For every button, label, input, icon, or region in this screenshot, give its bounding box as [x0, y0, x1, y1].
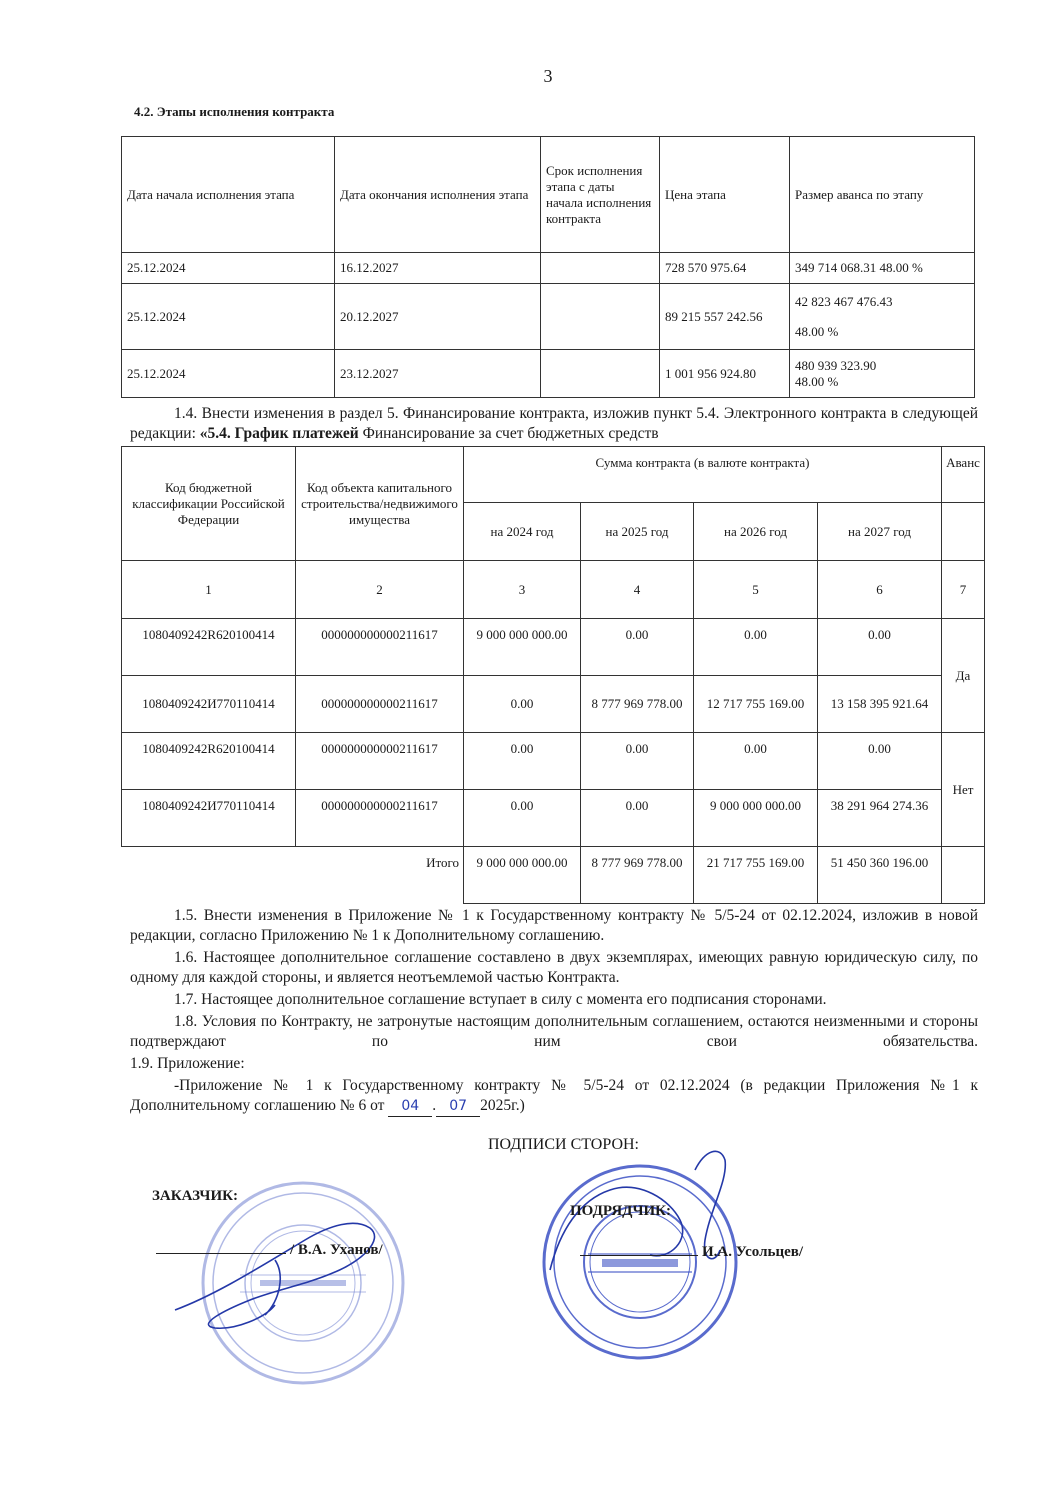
column-number: 6 [818, 561, 942, 619]
appendix-day-value: 04 [401, 1098, 420, 1114]
header-object-code: Код объекта капитального строительства/недвижимого имущества [296, 447, 464, 561]
header-advance: Аванс [942, 447, 985, 503]
section-title: 4.2. Этапы исполнения контракта [134, 104, 335, 119]
header-end-date: Дата окончания исполнения этапа [335, 137, 541, 253]
cell-price: 1 001 956 924.80 [660, 350, 790, 398]
customer-label: ЗАКАЗЧИК: [152, 1188, 238, 1204]
cell-object: 000000000000211617 [296, 619, 464, 676]
column-numbers-row [122, 561, 985, 619]
cell-term [541, 253, 660, 284]
header-year-2025: на 2025 год [581, 503, 694, 561]
header-advance: Размер аванса по этапу [790, 137, 975, 253]
table-row [122, 284, 975, 350]
cell-price: 89 215 557 242.56 [660, 284, 790, 350]
column-number: 4 [581, 561, 694, 619]
total-2026: 21 717 755 169.00 [694, 847, 818, 904]
header-advance-empty [942, 503, 985, 561]
cell-object: 000000000000211617 [296, 790, 464, 847]
table-row [122, 253, 975, 284]
advance-amount: 42 823 467 476.43 [795, 293, 893, 309]
total-advance-empty [942, 847, 985, 904]
cell-2026: 0.00 [694, 733, 818, 790]
cell-start: 25.12.2024 [122, 253, 335, 284]
cell-kbk: 1080409242И770110414 [122, 676, 296, 733]
contractor-signature-icon [520, 1140, 780, 1300]
paragraph-1-8: 1.8. Условия по Контракту, не затронутые настоящим дополнительным соглашением, остаются неизменными и стороны подтверждают по ним свои обязательства. [130, 1013, 978, 1050]
advance-percent: 48.00 % [795, 323, 839, 339]
cell-2025: 0.00 [581, 733, 694, 790]
column-number: 7 [942, 561, 985, 619]
appendix-line: -Приложение № 1 к Государственному контракту № 5/5-24 от 02.12.2024 (в редакции Приложения №1 к Дополнительному соглашению № 6 от 04 . 07 2025г.) [130, 1076, 978, 1117]
customer-signature-icon [155, 1200, 415, 1340]
cell-start: 25.12.2024 [122, 284, 335, 350]
column-number: 5 [694, 561, 818, 619]
advance-amount: 480 939 323.90 [795, 357, 877, 373]
paragraph-1-4 [130, 404, 978, 444]
total-2025: 8 777 969 778.00 [581, 847, 694, 904]
paragraph-1-9: 1.9. Приложение: [130, 1055, 245, 1072]
cell-2024: 0.00 [464, 790, 581, 847]
cell-2024: 9 000 000 000.00 [464, 619, 581, 676]
table-header-row [122, 137, 975, 253]
header-kbk: Код бюджетной классификации Российской Федерации [122, 447, 296, 561]
appendix-month [436, 1096, 480, 1117]
cell-object: 000000000000211617 [296, 733, 464, 790]
column-number: 3 [464, 561, 581, 619]
contractor-name: И.А. Усольцев/ [702, 1244, 804, 1260]
paragraph-1-4-bold: «5.4. График платежей [199, 425, 359, 442]
cell-term [541, 284, 660, 350]
header-year-2024: на 2024 год [464, 503, 581, 561]
header-contract-sum: Сумма контракта (в валюте контракта) [464, 447, 942, 503]
paragraph-1-4-tail: Финансирование за счет бюджетных средств [358, 425, 659, 442]
paragraph-1-6: 1.6. Настоящее дополнительное соглашение составлено в двух экземплярах, имеющих равную юридическую силу, по одному для каждой стороны, и является неотъемлемой частью Контракта. [130, 949, 978, 986]
header-year-2027: на 2027 год [818, 503, 942, 561]
total-2024: 9 000 000 000.00 [464, 847, 581, 904]
cell-term [541, 350, 660, 398]
cell-2026: 0.00 [694, 619, 818, 676]
cell-advance [790, 284, 975, 350]
cell-2024: 0.00 [464, 676, 581, 733]
page-number: 3 [543, 66, 553, 86]
cell-2025: 0.00 [581, 619, 694, 676]
cell-end: 20.12.2027 [335, 284, 541, 350]
cell-2025: 0.00 [581, 790, 694, 847]
contractor-signature-line [580, 1244, 803, 1261]
table-row [122, 790, 985, 847]
column-number: 2 [296, 561, 464, 619]
cell-end: 16.12.2027 [335, 253, 541, 284]
stages-table [121, 136, 975, 398]
header-term: Срок исполнения этапа с даты начала исполнения контракта [541, 137, 660, 253]
cell-2027: 0.00 [818, 733, 942, 790]
advance-percent: 48.00 % [795, 373, 839, 389]
cell-price: 728 570 975.64 [660, 253, 790, 284]
cell-kbk: 1080409242И770110414 [122, 790, 296, 847]
cell-object: 000000000000211617 [296, 676, 464, 733]
total-row [122, 847, 985, 904]
cell-2026: 9 000 000 000.00 [694, 790, 818, 847]
header-start-date: Дата начала исполнения этапа [122, 137, 335, 253]
paragraph-1-7: 1.7. Настоящее дополнительное соглашение вступает в силу с момента его подписания сторонами. [174, 991, 827, 1008]
cell-kbk: 1080409242R620100414 [122, 619, 296, 676]
paragraph-1-5: 1.5. Внести изменения в Приложение № 1 к Государственному контракту № 5/5-24 от 02.12.2024, изложив в новой редакции, согласно Приложению № 1 к Дополнительному соглашению. [130, 907, 978, 944]
header-year-2026: на 2026 год [694, 503, 818, 561]
total-2027: 51 450 360 196.00 [818, 847, 942, 904]
cell-advance [790, 350, 975, 398]
table-header-row [122, 447, 985, 503]
cell-2025: 8 777 969 778.00 [581, 676, 694, 733]
table-row [122, 733, 985, 790]
table-row [122, 676, 985, 733]
appendix-suffix: 2025г.) [480, 1097, 525, 1114]
cell-advance-yes: Да [942, 619, 985, 733]
table-row [122, 619, 985, 676]
signature-underline [156, 1253, 286, 1254]
cell-start: 25.12.2024 [122, 350, 335, 398]
table-row [122, 350, 975, 398]
cell-advance-no: Нет [942, 733, 985, 847]
cell-2024: 0.00 [464, 733, 581, 790]
appendix-day [388, 1096, 432, 1117]
customer-signature-line [156, 1242, 383, 1259]
cell-2026: 12 717 755 169.00 [694, 676, 818, 733]
appendix-month-value: 07 [449, 1098, 468, 1114]
cell-2027: 0.00 [818, 619, 942, 676]
column-number: 1 [122, 561, 296, 619]
payments-table [121, 446, 985, 904]
total-label: Итого [122, 847, 464, 904]
header-price: Цена этапа [660, 137, 790, 253]
signature-underline [580, 1255, 698, 1256]
cell-kbk: 1080409242R620100414 [122, 733, 296, 790]
cell-end: 23.12.2027 [335, 350, 541, 398]
contractor-label: ПОДРЯДЧИК: [570, 1203, 672, 1219]
paragraph-1-4-text: 1.4. Внести изменения в раздел 5. Финансирование контракта, изложив пункт 5.4. Электронного контракта в следующей редакции: [130, 405, 978, 442]
cell-advance: 349 714 068.31 48.00 % [790, 253, 975, 284]
signatures-title: ПОДПИСИ СТОРОН: [488, 1136, 639, 1153]
customer-name: / В.А. Уханов/ [290, 1242, 383, 1258]
cell-2027: 13 158 395 921.64 [818, 676, 942, 733]
cell-2027: 38 291 964 274.36 [818, 790, 942, 847]
appendix-prefix: -Приложение № 1 к Государственному контракту № 5/5-24 от 02.12.2024 (в редакции Приложения №1 к Дополнительному соглашению № 6 от [130, 1077, 978, 1114]
